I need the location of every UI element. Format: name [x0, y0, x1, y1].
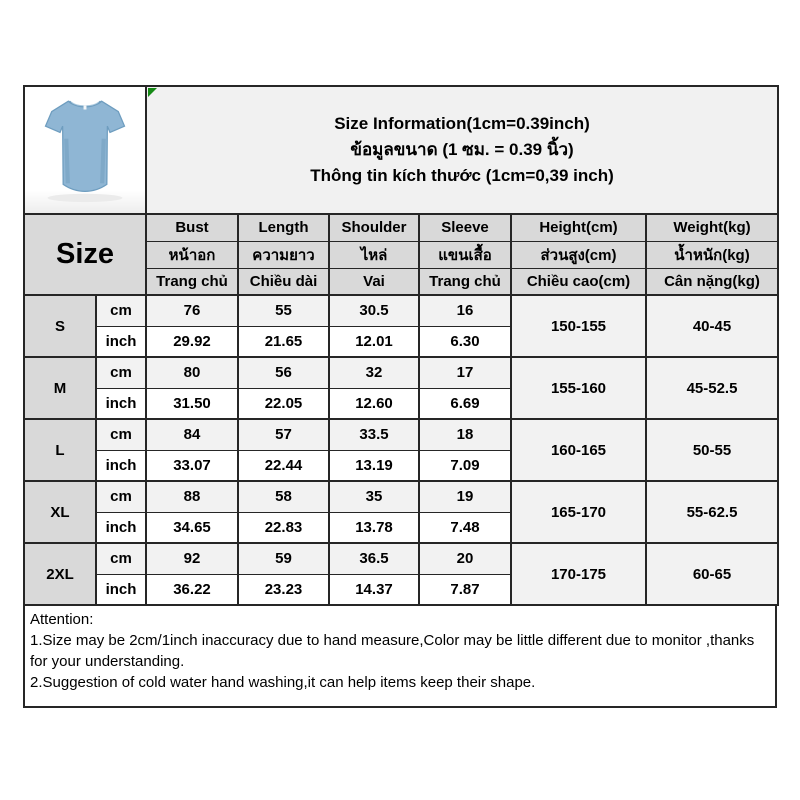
- tshirt-image: [33, 90, 137, 206]
- cell-corner-marker-icon: [148, 88, 157, 97]
- value-cell: 29.92: [146, 326, 238, 357]
- height-range-cell: 155-160: [511, 357, 646, 419]
- height-range-cell: 170-175: [511, 543, 646, 605]
- column-header-vi-shoulder: Vai: [329, 268, 419, 295]
- value-cell: 17: [419, 357, 511, 388]
- size-chart-content: [23, 85, 777, 708]
- column-header-vi-heightcm: Chiều cao(cm): [511, 268, 646, 295]
- value-cell: 34.65: [146, 512, 238, 543]
- unit-label-cm: cm: [96, 543, 146, 574]
- unit-label-inch: inch: [96, 450, 146, 481]
- column-header-vi-weightkg: Cân nặng(kg): [646, 268, 778, 295]
- value-cell: 57: [238, 419, 329, 450]
- size-label-L: L: [24, 419, 96, 481]
- unit-label-inch: inch: [96, 512, 146, 543]
- value-cell: 30.5: [329, 295, 419, 326]
- size-row-M-cm: [24, 357, 778, 388]
- unit-label-inch: inch: [96, 326, 146, 357]
- value-cell: 80: [146, 357, 238, 388]
- weight-range-cell: 50-55: [646, 419, 778, 481]
- value-cell: 58: [238, 481, 329, 512]
- column-header-th-length: ความยาว: [238, 241, 329, 268]
- unit-label-inch: inch: [96, 388, 146, 419]
- value-cell: 7.48: [419, 512, 511, 543]
- value-cell: 21.65: [238, 326, 329, 357]
- value-cell: 31.50: [146, 388, 238, 419]
- size-label-2XL: 2XL: [24, 543, 96, 605]
- value-cell: 55: [238, 295, 329, 326]
- size-row-XL-cm: [24, 481, 778, 512]
- title-th: ข้อมูลขนาด (1 ซม. = 0.39 นิ้ว): [350, 140, 574, 159]
- attention-heading: Attention:: [30, 611, 94, 628]
- value-cell: 7.09: [419, 450, 511, 481]
- column-header-vi-sleeve: Trang chủ: [419, 268, 511, 295]
- header-row-english: [24, 214, 778, 241]
- value-cell: 76: [146, 295, 238, 326]
- value-cell: 59: [238, 543, 329, 574]
- value-cell: 22.44: [238, 450, 329, 481]
- value-cell: 14.37: [329, 574, 419, 605]
- value-cell: 6.30: [419, 326, 511, 357]
- value-cell: 92: [146, 543, 238, 574]
- photo-title-row: [24, 86, 778, 214]
- column-header-en-sleeve: Sleeve: [419, 214, 511, 241]
- column-header-th-shoulder: ไหล่: [329, 241, 419, 268]
- unit-label-cm: cm: [96, 357, 146, 388]
- column-header-en-heightcm: Height(cm): [511, 214, 646, 241]
- size-table: [23, 85, 779, 606]
- value-cell: 35: [329, 481, 419, 512]
- value-cell: 12.60: [329, 388, 419, 419]
- column-header-th-weightkg: น้ำหนัก(kg): [646, 241, 778, 268]
- column-header-th-bust: หน้าอก: [146, 241, 238, 268]
- value-cell: 22.05: [238, 388, 329, 419]
- value-cell: 56: [238, 357, 329, 388]
- value-cell: 20: [419, 543, 511, 574]
- size-header-label: Size: [24, 214, 146, 295]
- attention-box: [23, 604, 777, 708]
- weight-range-cell: 45-52.5: [646, 357, 778, 419]
- height-range-cell: 150-155: [511, 295, 646, 357]
- unit-label-inch: inch: [96, 574, 146, 605]
- height-range-cell: 165-170: [511, 481, 646, 543]
- value-cell: 18: [419, 419, 511, 450]
- title-cell: [146, 86, 778, 214]
- column-header-vi-length: Chiều dài: [238, 268, 329, 295]
- value-cell: 33.5: [329, 419, 419, 450]
- value-cell: 12.01: [329, 326, 419, 357]
- value-cell: 6.69: [419, 388, 511, 419]
- product-photo-cell: [24, 86, 146, 214]
- size-label-S: S: [24, 295, 96, 357]
- value-cell: 84: [146, 419, 238, 450]
- column-header-th-sleeve: แขนเสื้อ: [419, 241, 511, 268]
- size-row-S-cm: [24, 295, 778, 326]
- attention-note-1: 1.Size may be 2cm/1inch inaccuracy due to hand measure,Color may be little different due to monitor ,thanks for your understanding.: [30, 632, 755, 670]
- title-en: Size Information(1cm=0.39inch): [334, 114, 590, 133]
- column-header-en-bust: Bust: [146, 214, 238, 241]
- title-vi: Thông tin kích thước (1cm=0,39 inch): [310, 166, 614, 185]
- height-range-cell: 160-165: [511, 419, 646, 481]
- weight-range-cell: 55-62.5: [646, 481, 778, 543]
- size-row-2XL-cm: [24, 543, 778, 574]
- weight-range-cell: 40-45: [646, 295, 778, 357]
- value-cell: 16: [419, 295, 511, 326]
- value-cell: 22.83: [238, 512, 329, 543]
- value-cell: 33.07: [146, 450, 238, 481]
- value-cell: 13.19: [329, 450, 419, 481]
- column-header-en-length: Length: [238, 214, 329, 241]
- value-cell: 88: [146, 481, 238, 512]
- value-cell: 36.22: [146, 574, 238, 605]
- unit-label-cm: cm: [96, 295, 146, 326]
- column-header-en-weightkg: Weight(kg): [646, 214, 778, 241]
- size-label-XL: XL: [24, 481, 96, 543]
- unit-label-cm: cm: [96, 419, 146, 450]
- unit-label-cm: cm: [96, 481, 146, 512]
- column-header-th-heightcm: ส่วนสูง(cm): [511, 241, 646, 268]
- value-cell: 7.87: [419, 574, 511, 605]
- weight-range-cell: 60-65: [646, 543, 778, 605]
- attention-note-2: 2.Suggestion of cold water hand washing,it can help items keep their shape.: [30, 674, 536, 691]
- column-header-vi-bust: Trang chủ: [146, 268, 238, 295]
- size-row-L-cm: [24, 419, 778, 450]
- value-cell: 23.23: [238, 574, 329, 605]
- value-cell: 13.78: [329, 512, 419, 543]
- column-header-en-shoulder: Shoulder: [329, 214, 419, 241]
- size-label-M: M: [24, 357, 96, 419]
- value-cell: 36.5: [329, 543, 419, 574]
- value-cell: 32: [329, 357, 419, 388]
- value-cell: 19: [419, 481, 511, 512]
